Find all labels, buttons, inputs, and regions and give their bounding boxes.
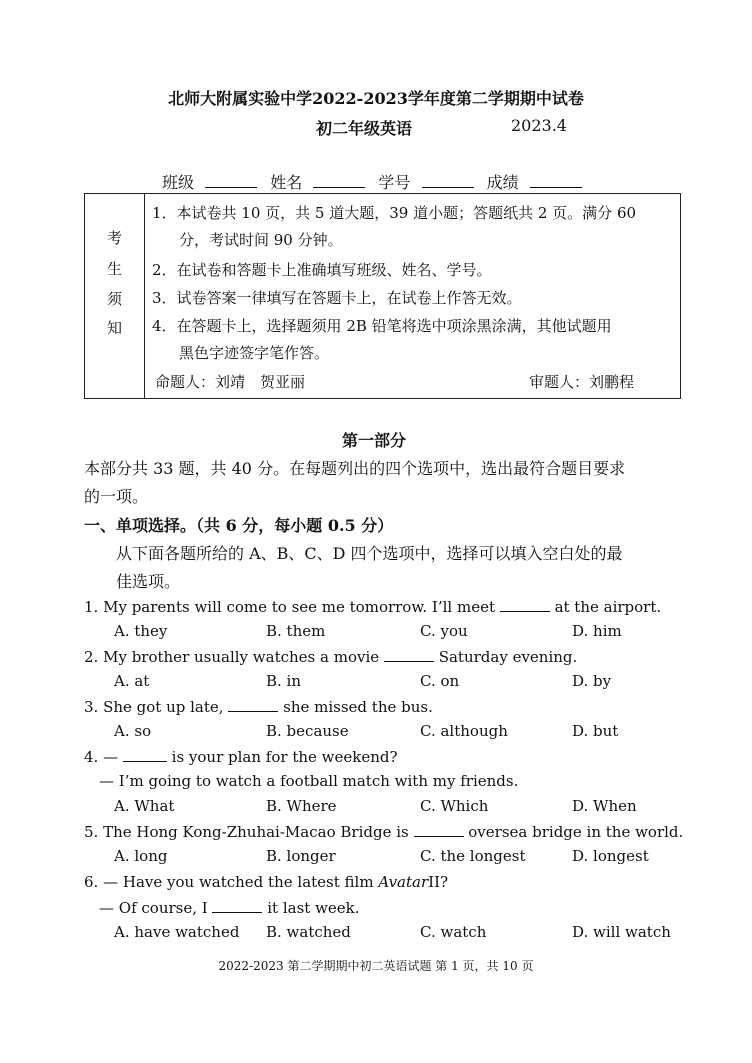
question-3-stem xyxy=(84,697,433,716)
option-a: A. they xyxy=(114,622,168,640)
question-number: 1. xyxy=(84,598,99,616)
question-text: — Have you watched the latest film xyxy=(103,873,374,891)
option-a: A. so xyxy=(114,722,152,740)
part-intro: 的一项。 xyxy=(84,487,149,506)
score-label: 成绩 xyxy=(486,173,519,192)
name-field[interactable] xyxy=(313,173,365,188)
class-label: 班级 xyxy=(162,173,195,192)
option-d: D. will watch xyxy=(572,923,671,941)
option-c: C. watch xyxy=(420,923,487,941)
answer-blank xyxy=(123,747,167,762)
class-field[interactable] xyxy=(205,173,257,188)
option-d: D. but xyxy=(572,722,619,740)
question-number: 6. xyxy=(84,873,99,891)
question-2-stem xyxy=(84,647,577,666)
exam-title: 北师大附属实验中学2022-2023学年度第二学期期中试卷 xyxy=(168,89,584,108)
answer-blank xyxy=(212,898,262,913)
option-b: B. watched xyxy=(266,923,351,941)
exam-date: 2023.4 xyxy=(511,116,567,135)
part-intro: 本部分共 33 题，共 40 分。在每题列出的四个选项中，选出最符合题目要求 xyxy=(84,459,626,478)
notice-item: 黑色字迹签字笔作答。 xyxy=(179,344,330,362)
question-text: — Of course, I xyxy=(99,899,208,917)
question-number: 4. xyxy=(84,748,99,766)
question-6-stem xyxy=(84,873,448,891)
question-text: oversea bridge in the world. xyxy=(468,823,684,841)
option-b: B. because xyxy=(266,722,349,740)
question-text: she missed the bus. xyxy=(283,698,433,716)
option-a: A. at xyxy=(114,672,150,690)
student-id-field[interactable] xyxy=(422,173,474,188)
page-footer: 2022-2023 第二学期期中初二英语试题 第 1 页，共 10 页 xyxy=(218,959,534,973)
question-text: The Hong Kong-Zhuhai-Macao Bridge is xyxy=(103,823,409,841)
notice-item: 4．在答题卡上，选择题须用 2B 铅笔将选中项涂黑涂满，其他试题用 xyxy=(152,317,612,335)
section-instruction: 佳选项。 xyxy=(116,572,181,591)
option-d: D. by xyxy=(572,672,612,690)
option-c: C. although xyxy=(420,722,508,740)
answer-blank xyxy=(228,697,278,712)
question-text: at the airport. xyxy=(554,598,662,616)
option-c: C. you xyxy=(420,622,468,640)
option-c: C. Which xyxy=(420,797,489,815)
notice-side-char: 考 xyxy=(107,229,123,247)
question-text: She got up late, xyxy=(103,698,224,716)
notice-side-char: 知 xyxy=(107,319,123,337)
notice-box xyxy=(84,193,681,399)
info-fields xyxy=(162,170,582,193)
notice-side-char: 生 xyxy=(107,260,123,278)
score-field[interactable] xyxy=(530,173,582,188)
answer-blank xyxy=(500,597,550,612)
option-b: B. them xyxy=(266,622,326,640)
question-5-stem xyxy=(84,822,683,841)
notice-item: 1．本试卷共 10 页，共 5 道大题，39 道小题；答题纸共 2 页。满分 60 xyxy=(152,204,637,222)
question-text: — xyxy=(103,748,119,766)
question-number: 3. xyxy=(84,698,99,716)
question-text: My brother usually watches a movie xyxy=(103,648,380,666)
student-id-label: 学号 xyxy=(378,173,411,192)
option-d: D. When xyxy=(572,797,637,815)
section-instruction: 从下面各题所给的 A、B、C、D 四个选项中，选择可以填入空白处的最 xyxy=(116,544,623,563)
question-1-stem xyxy=(84,597,661,616)
exam-subtitle: 初二年级英语 xyxy=(316,119,413,138)
question-text: Saturday evening. xyxy=(438,648,578,666)
option-b: B. longer xyxy=(266,847,336,865)
question-text: it last week. xyxy=(267,899,360,917)
option-b: B. in xyxy=(266,672,302,690)
option-a: A. have watched xyxy=(114,923,240,941)
option-c: C. on xyxy=(420,672,460,690)
option-d: D. him xyxy=(572,622,622,640)
option-a: A. long xyxy=(114,847,168,865)
option-d: D. longest xyxy=(572,847,649,865)
name-label: 姓名 xyxy=(270,173,303,192)
question-6-reply xyxy=(99,898,360,917)
notice-reviewer: 审题人：刘鹏程 xyxy=(529,373,635,391)
notice-item: 2．在试卷和答题卡上准确填写班级、姓名、学号。 xyxy=(152,261,492,279)
question-text: is your plan for the weekend? xyxy=(171,748,398,766)
notice-item: 3．试卷答案一律填写在答题卡上，在试卷上作答无效。 xyxy=(152,289,522,307)
question-4-stem xyxy=(84,747,398,766)
notice-side-label xyxy=(85,194,145,398)
option-c: C. the longest xyxy=(420,847,526,865)
section-heading: 一、单项选择。（共 6 分，每小题 0.5 分） xyxy=(84,516,394,535)
notice-side-char: 须 xyxy=(107,290,123,308)
question-text: II? xyxy=(428,873,449,891)
option-a: A. What xyxy=(114,797,175,815)
film-title: Avatar xyxy=(378,873,429,891)
notice-item: 分，考试时间 90 分钟。 xyxy=(179,231,343,249)
question-number: 5. xyxy=(84,823,99,841)
notice-authors: 命题人：刘靖 贺亚丽 xyxy=(155,373,306,391)
part-title: 第一部分 xyxy=(342,431,407,450)
question-number: 2. xyxy=(84,648,99,666)
question-text: My parents will come to see me tomorrow. I’ll meet xyxy=(103,598,495,616)
answer-blank xyxy=(384,647,434,662)
question-4-reply: — I’m going to watch a football match with my friends. xyxy=(99,772,519,790)
answer-blank xyxy=(414,822,464,837)
option-b: B. Where xyxy=(266,797,337,815)
